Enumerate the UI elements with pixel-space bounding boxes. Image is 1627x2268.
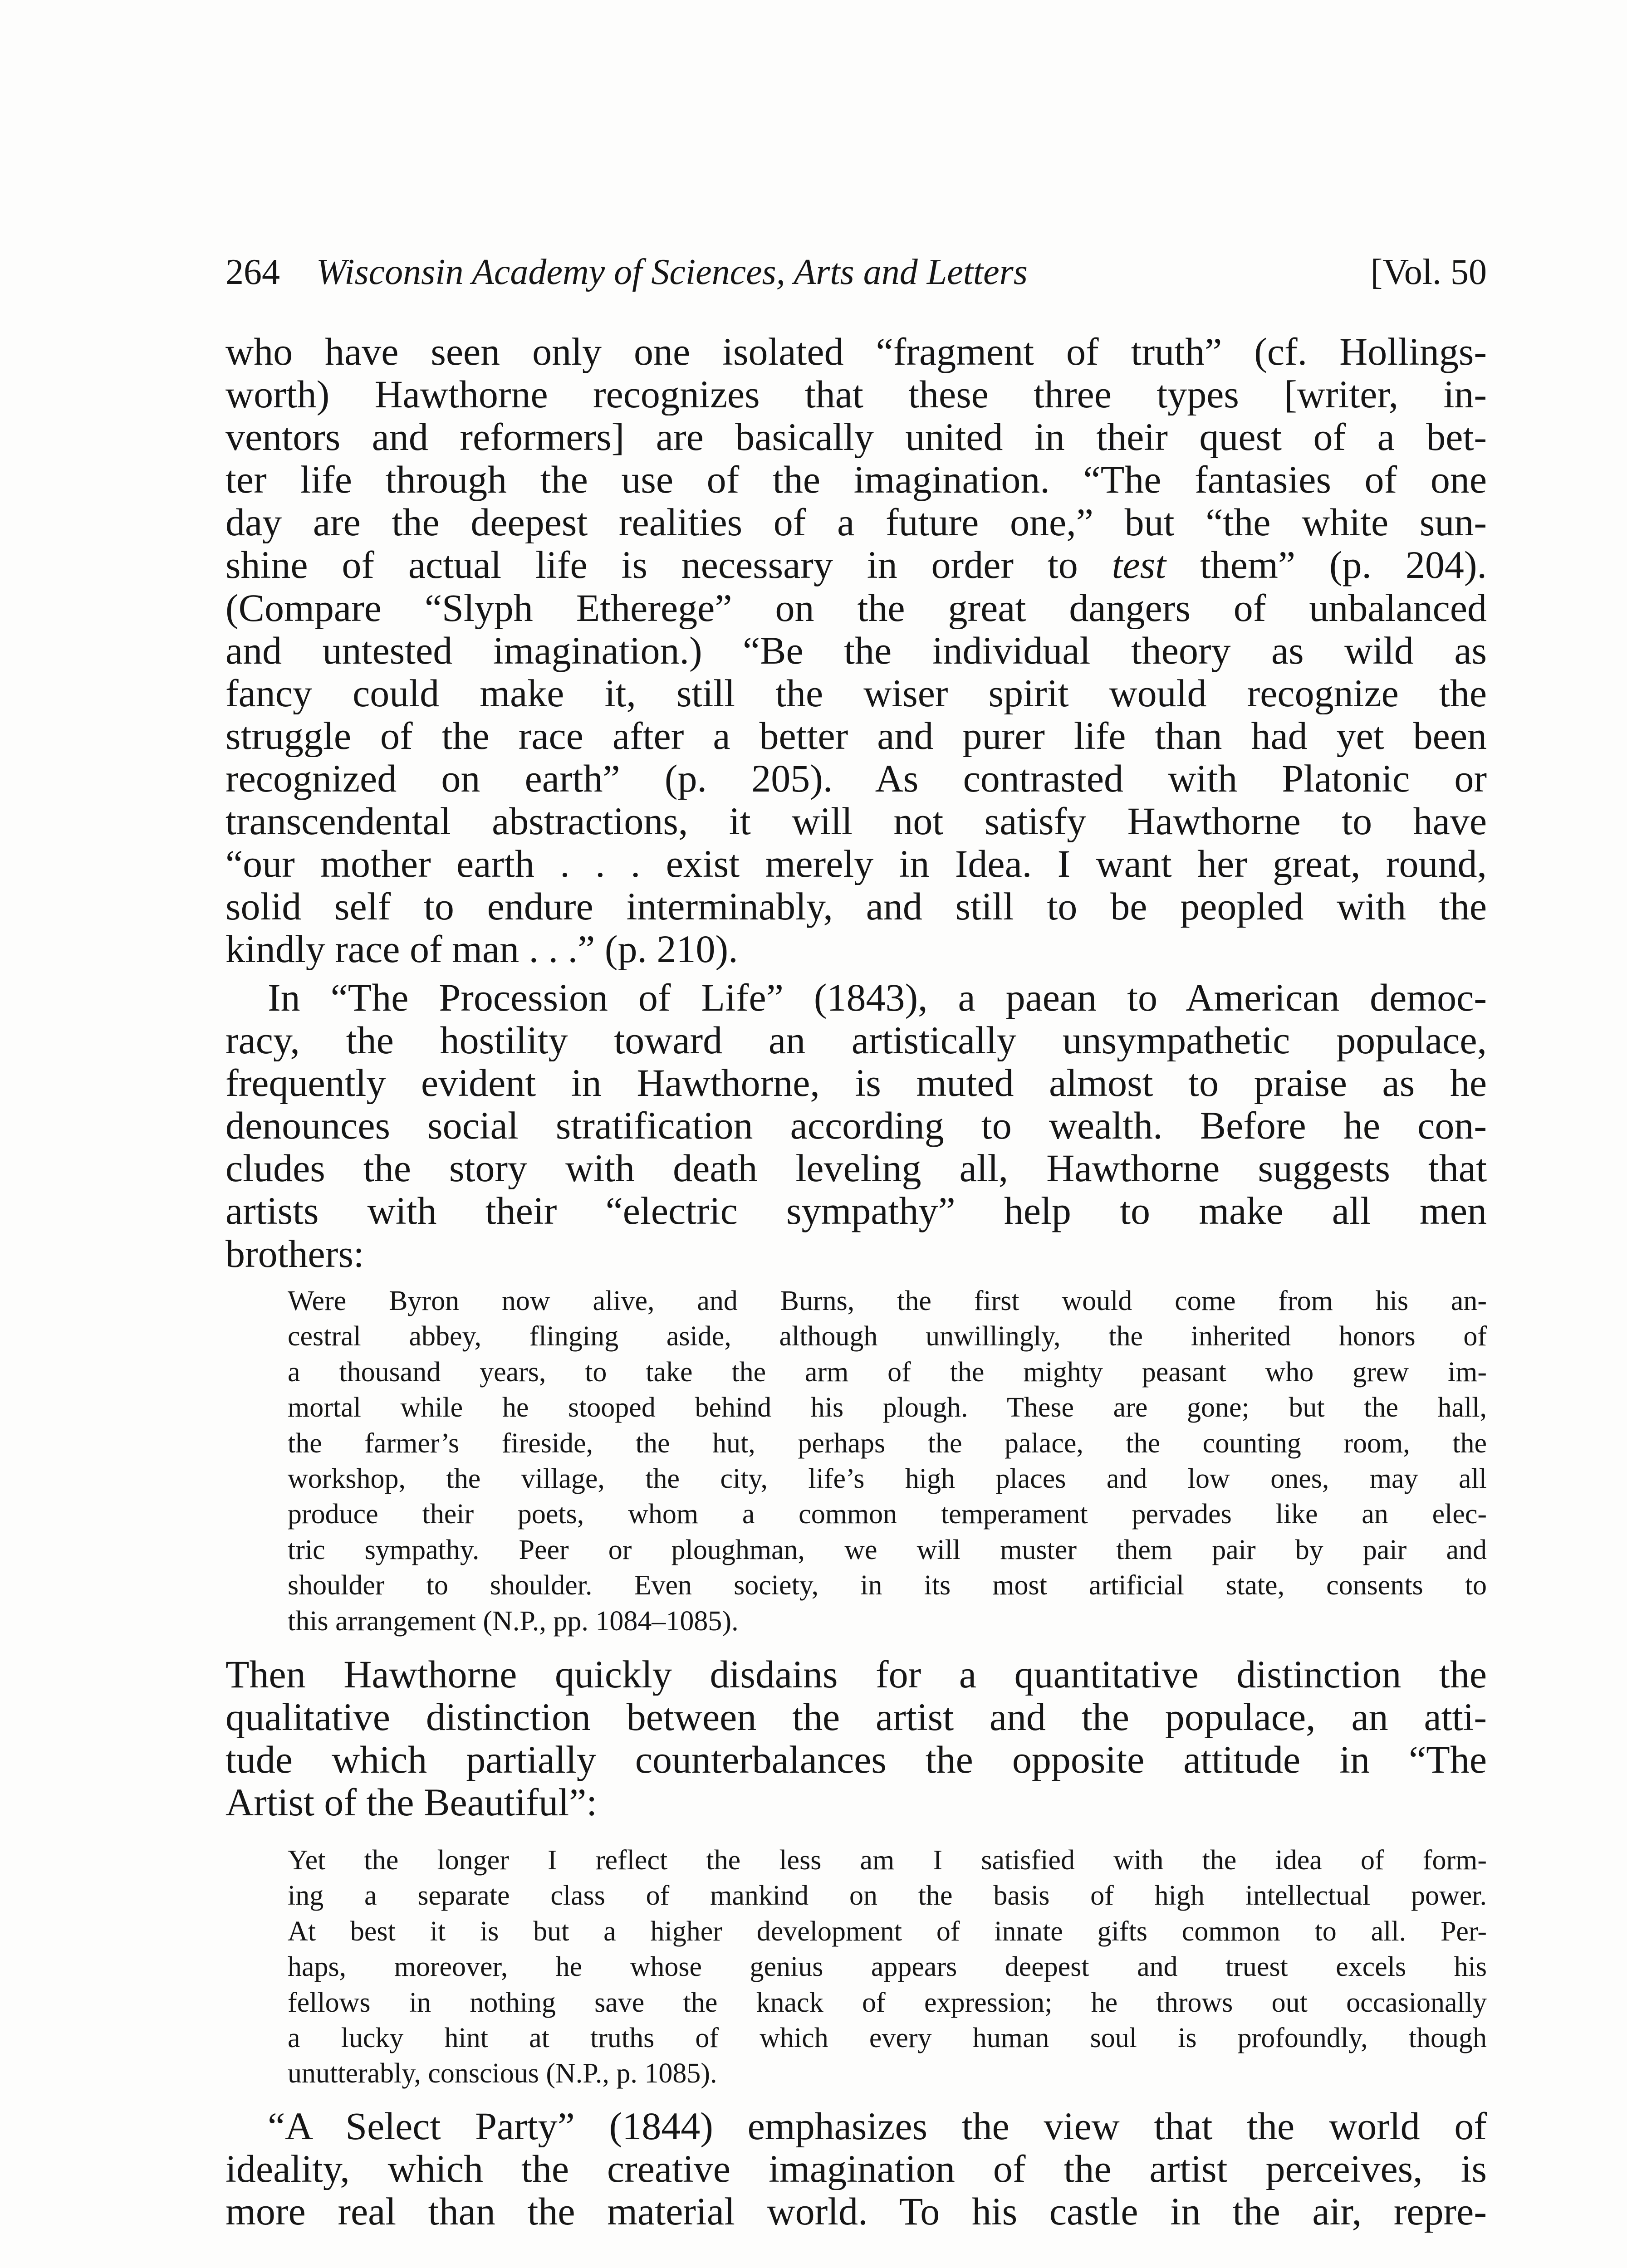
text-line: and untested imagination.) “Be the individual theory as wild as	[225, 629, 1487, 672]
paragraph-2	[225, 976, 1487, 1275]
quote-line: At best it is but a higher development of innate gifts common to all. Per-	[288, 1916, 1487, 1947]
text-segment: them” (p. 204).	[1200, 543, 1487, 587]
text-line: struggle of the race after a better and purer life than had yet been	[225, 714, 1487, 757]
text-line: Artist of the Beautiful”:	[225, 1781, 598, 1824]
text-line: “A Select Party” (1844) emphasizes the view that the world of	[268, 2105, 1487, 2148]
text-line: ter life through the use of the imagination. “The fantasies of one	[225, 458, 1487, 501]
text-line: (Compare “Slyph Etherege” on the great dangers of unbalanced	[225, 586, 1487, 629]
quote-line: haps, moreover, he whose genius appears deepest and truest excels his	[288, 1951, 1487, 1983]
quote-line: unutterably, conscious (N.P., p. 1085).	[288, 2058, 717, 2089]
quote-line: cestral abbey, flinging aside, although unwillingly, the inherited honors of	[288, 1321, 1487, 1352]
quote-line: produce their poets, whom a common temperament pervades like an elec-	[288, 1499, 1487, 1530]
quote-line: shoulder to shoulder. Even society, in its most artificial state, consents to	[288, 1570, 1487, 1601]
paragraph-4	[225, 2105, 1487, 2233]
text-line: In “The Procession of Life” (1843), a paean to American democ-	[268, 976, 1487, 1019]
quote-line: Yet the longer I reflect the less am I satisfied with the idea of form-	[288, 1845, 1487, 1876]
block-quote-1	[288, 1283, 1487, 1639]
text-line: solid self to endure interminably, and still to be peopled with the	[225, 885, 1487, 928]
quote-line: fellows in nothing save the knack of expression; he throws out occasionally	[288, 1987, 1487, 2018]
text-line	[225, 543, 1487, 586]
quote-line: this arrangement (N.P., pp. 1084–1085).	[288, 1605, 739, 1637]
page-number: 264	[225, 252, 280, 292]
text-line: ventors and reformers] are basically united in their quest of a bet-	[225, 415, 1487, 459]
text-line: more real than the material world. To his castle in the air, repre-	[225, 2190, 1487, 2233]
text-line: day are the deepest realities of a future one,” but “the white sun-	[225, 501, 1487, 544]
text-line: ideality, which the creative imagination of the artist perceives, is	[225, 2147, 1487, 2190]
text-line: “our mother earth . . . exist merely in Idea. I want her great, round,	[225, 842, 1487, 885]
text-line: qualitative distinction between the artist and the populace, an atti-	[225, 1696, 1487, 1739]
block-quote-2	[288, 1843, 1487, 2092]
quote-line: the farmer’s fireside, the hut, perhaps the palace, the counting room, the	[288, 1427, 1487, 1459]
text-line: tude which partially counterbalances the opposite attitude in “The	[225, 1738, 1487, 1781]
text-line: kindly race of man . . .” (p. 210).	[225, 928, 738, 971]
paragraph-3	[225, 1653, 1487, 1823]
paragraph-1	[225, 330, 1487, 970]
quote-line: ing a separate class of mankind on the basis of high intellectual power.	[288, 1880, 1487, 1911]
emphasis-test: test	[1112, 543, 1166, 587]
quote-line: mortal while he stooped behind his plough. These are gone; but the hall,	[288, 1392, 1487, 1423]
text-line: worth) Hawthorne recognizes that these three types [writer, in-	[225, 373, 1487, 416]
text-line: artists with their “electric sympathy” help to make all men	[225, 1189, 1487, 1232]
running-header	[225, 247, 1487, 297]
text-line: brothers:	[225, 1232, 364, 1275]
quote-line: a lucky hint at truths of which every human soul is profoundly, though	[288, 2023, 1487, 2054]
quote-line: tric sympathy. Peer or ploughman, we will muster them pair by pair and	[288, 1534, 1487, 1565]
text-line: transcendental abstractions, it will not satisfy Hawthorne to have	[225, 800, 1487, 843]
text-line: Then Hawthorne quickly disdains for a quantitative distinction the	[225, 1653, 1487, 1696]
text-line: recognized on earth” (p. 205). As contrasted with Platonic or	[225, 757, 1487, 800]
text-line: who have seen only one isolated “fragment of truth” (cf. Hollings-	[225, 330, 1487, 373]
quote-line: workshop, the village, the city, life’s high places and low ones, may all	[288, 1463, 1487, 1495]
quote-line: Were Byron now alive, and Burns, the first would come from his an-	[288, 1286, 1487, 1316]
text-line: fancy could make it, still the wiser spirit would recognize the	[225, 671, 1487, 714]
quote-line: a thousand years, to take the arm of the mighty peasant who grew im-	[288, 1356, 1487, 1388]
volume-label: [Vol. 50	[1370, 252, 1487, 292]
journal-title: Wisconsin Academy of Sciences, Arts and Letters	[316, 252, 1028, 292]
text-line: cludes the story with death leveling all, Hawthorne suggests that	[225, 1147, 1487, 1190]
text-line: racy, the hostility toward an artistically unsympathetic populace,	[225, 1019, 1487, 1062]
text-segment: shine of actual life is necessary in order to	[225, 543, 1078, 587]
text-line: frequently evident in Hawthorne, is muted almost to praise as he	[225, 1061, 1487, 1105]
text-line: denounces social stratification according to wealth. Before he con-	[225, 1104, 1487, 1147]
